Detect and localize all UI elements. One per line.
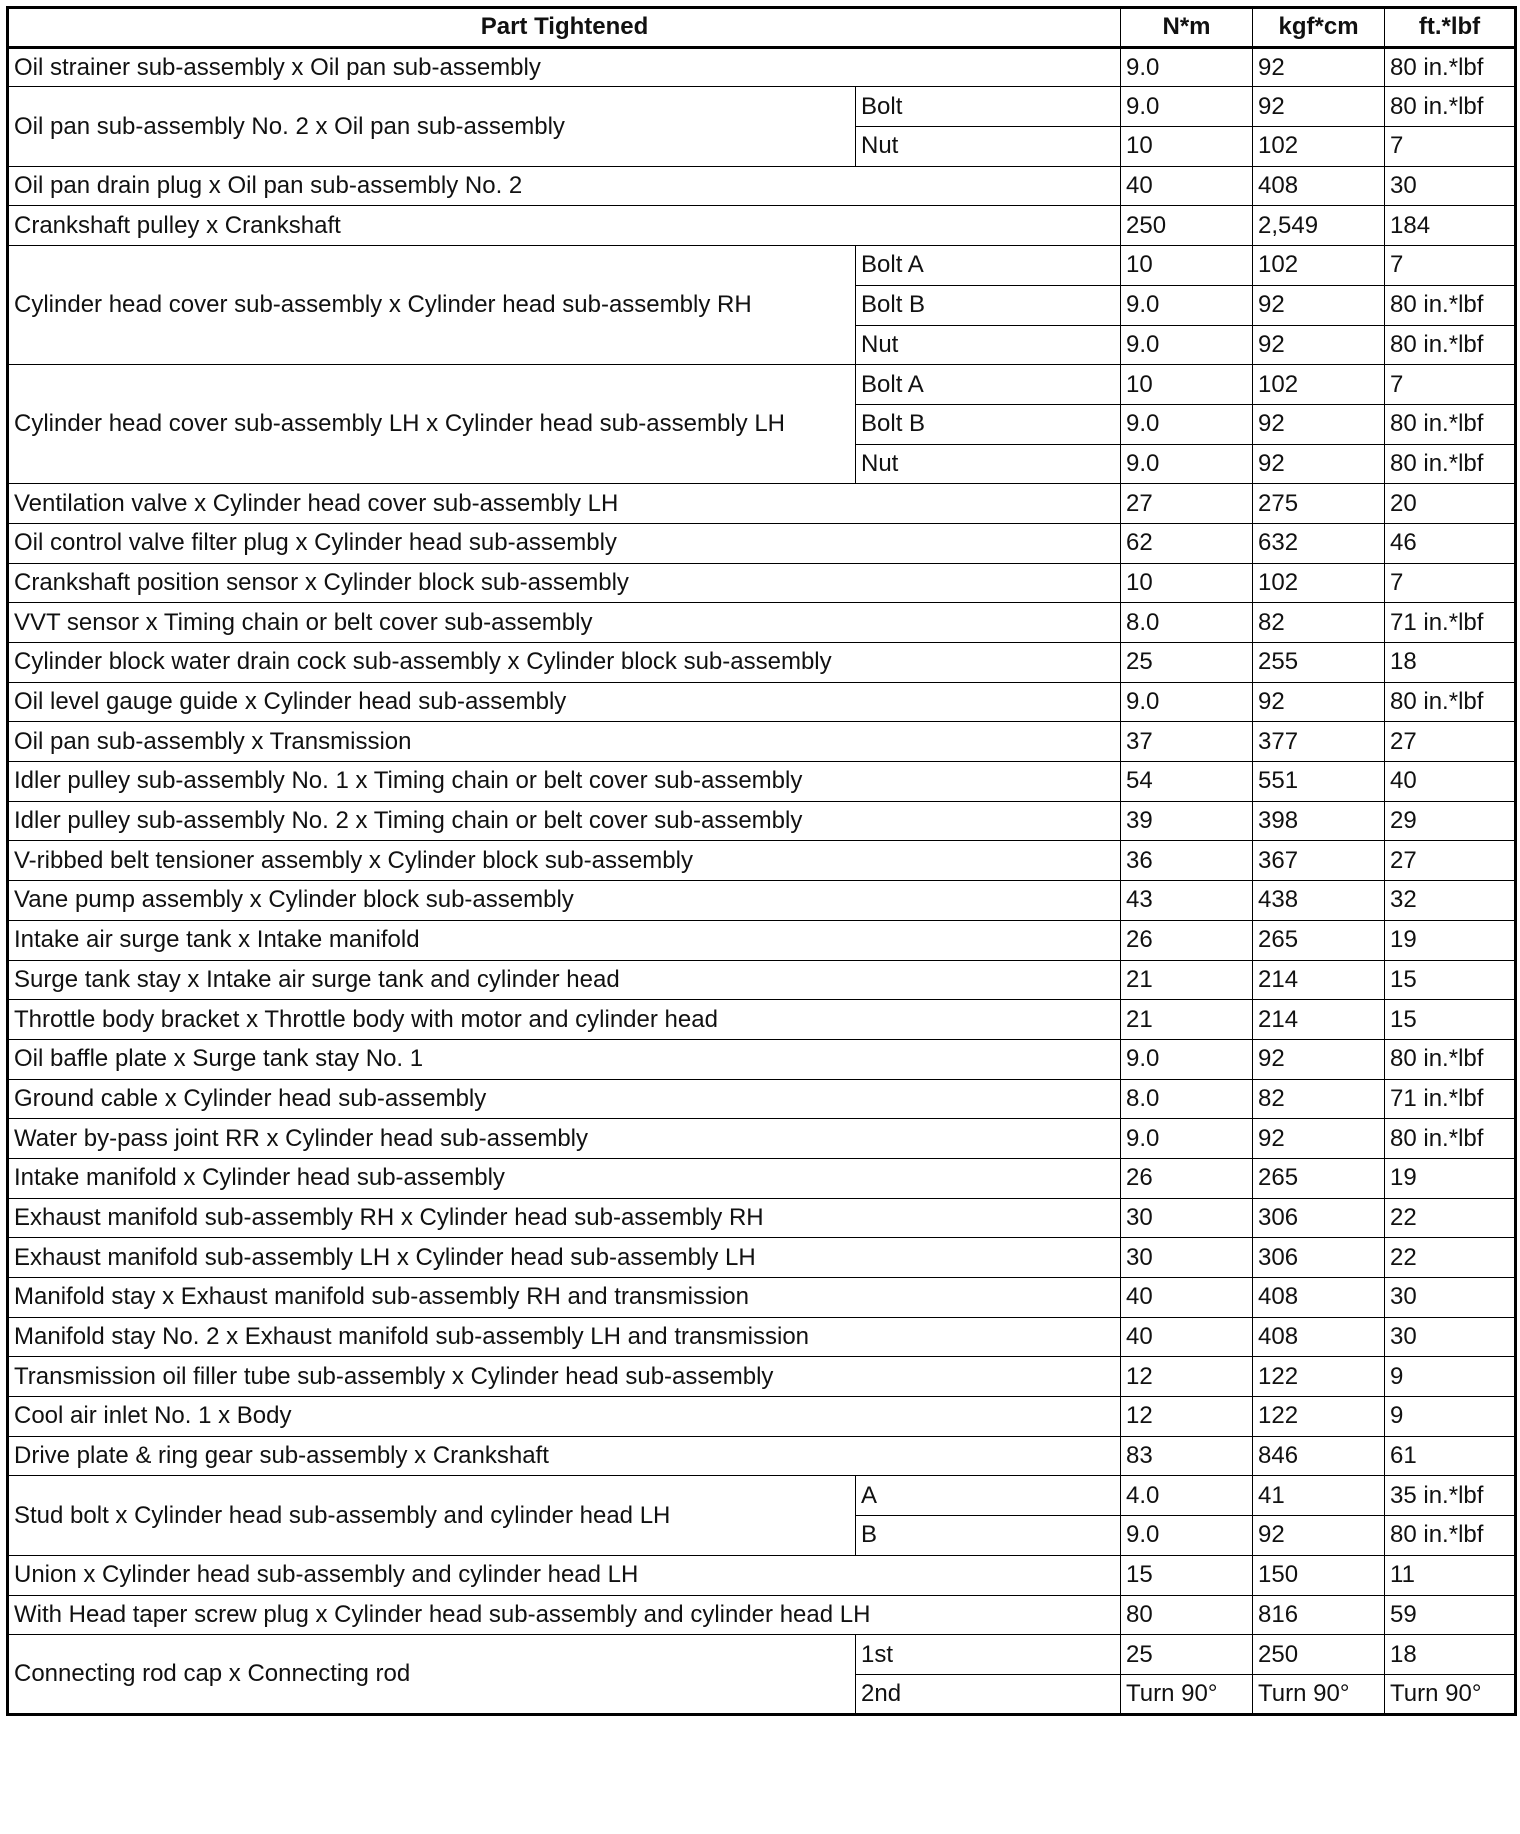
ft-lbf-cell: 80 in.*lbf [1385,404,1516,444]
kgf-cm-cell: 275 [1253,484,1385,524]
nm-cell: 8.0 [1121,1079,1253,1119]
kgf-cm-cell: 102 [1253,365,1385,405]
header-ft-lbf: ft.*lbf [1385,8,1516,48]
ft-lbf-cell: 7 [1385,563,1516,603]
ft-lbf-cell: 19 [1385,920,1516,960]
kgf-cm-cell: 92 [1253,404,1385,444]
kgf-cm-cell: 41 [1253,1476,1385,1516]
part-cell: Ground cable x Cylinder head sub-assembly [8,1079,1121,1119]
nm-cell: 30 [1121,1198,1253,1238]
part-cell: Exhaust manifold sub-assembly LH x Cylinder head sub-assembly LH [8,1238,1121,1278]
ft-lbf-cell: 22 [1385,1198,1516,1238]
kgf-cm-cell: 122 [1253,1397,1385,1437]
kgf-cm-cell: 92 [1253,325,1385,365]
table-row [8,1436,1516,1476]
kgf-cm-cell: 377 [1253,722,1385,762]
ft-lbf-cell: 71 in.*lbf [1385,1079,1516,1119]
nm-cell: 30 [1121,1238,1253,1278]
part-cell: Intake manifold x Cylinder head sub-assembly [8,1158,1121,1198]
ft-lbf-cell: 80 in.*lbf [1385,285,1516,325]
ft-lbf-cell: 19 [1385,1158,1516,1198]
table-row [8,365,1516,405]
header-part-tightened: Part Tightened [8,8,1121,48]
nm-cell: 4.0 [1121,1476,1253,1516]
nm-cell: 54 [1121,762,1253,802]
nm-cell: 9.0 [1121,682,1253,722]
nm-cell: 8.0 [1121,603,1253,643]
table-row [8,87,1516,127]
nm-cell: 15 [1121,1555,1253,1595]
kgf-cm-cell: 214 [1253,960,1385,1000]
ft-lbf-cell: 40 [1385,762,1516,802]
kgf-cm-cell: 265 [1253,1158,1385,1198]
nm-cell: 250 [1121,206,1253,246]
kgf-cm-cell: 438 [1253,881,1385,921]
nm-cell: 10 [1121,563,1253,603]
part-cell: Oil pan sub-assembly x Transmission [8,722,1121,762]
kgf-cm-cell: 214 [1253,1000,1385,1040]
nm-cell: 83 [1121,1436,1253,1476]
ft-lbf-cell: 80 in.*lbf [1385,1039,1516,1079]
kgf-cm-cell: 82 [1253,603,1385,643]
part-cell: Manifold stay x Exhaust manifold sub-assembly RH and transmission [8,1278,1121,1318]
fastener-cell: Nut [856,127,1121,167]
fastener-cell: Nut [856,444,1121,484]
nm-cell: 36 [1121,841,1253,881]
table-row [8,1198,1516,1238]
table-row [8,603,1516,643]
nm-cell: 21 [1121,1000,1253,1040]
nm-cell: 12 [1121,1357,1253,1397]
ft-lbf-cell: 71 in.*lbf [1385,603,1516,643]
table-row [8,841,1516,881]
table-row [8,643,1516,683]
ft-lbf-cell: 29 [1385,801,1516,841]
nm-cell: 25 [1121,1635,1253,1675]
part-cell: Exhaust manifold sub-assembly RH x Cylinder head sub-assembly RH [8,1198,1121,1238]
nm-cell: 39 [1121,801,1253,841]
ft-lbf-cell: 20 [1385,484,1516,524]
ft-lbf-cell: 35 in.*lbf [1385,1476,1516,1516]
kgf-cm-cell: 265 [1253,920,1385,960]
table-row [8,1039,1516,1079]
ft-lbf-cell: 30 [1385,166,1516,206]
kgf-cm-cell: 92 [1253,682,1385,722]
kgf-cm-cell: 408 [1253,166,1385,206]
header-row [8,8,1516,48]
part-cell: Ventilation valve x Cylinder head cover sub-assembly LH [8,484,1121,524]
nm-cell: 40 [1121,1317,1253,1357]
kgf-cm-cell: 408 [1253,1278,1385,1318]
kgf-cm-cell: 92 [1253,1119,1385,1159]
part-cell: Connecting rod cap x Connecting rod [8,1635,856,1714]
kgf-cm-cell: 306 [1253,1238,1385,1278]
part-cell: Cylinder head cover sub-assembly LH x Cylinder head sub-assembly LH [8,365,856,484]
nm-cell: 9.0 [1121,47,1253,87]
part-cell: Oil pan drain plug x Oil pan sub-assembly No. 2 [8,166,1121,206]
table-row [8,1079,1516,1119]
nm-cell: 43 [1121,881,1253,921]
ft-lbf-cell: 27 [1385,722,1516,762]
part-cell: Oil baffle plate x Surge tank stay No. 1 [8,1039,1121,1079]
table-row [8,960,1516,1000]
ft-lbf-cell: 61 [1385,1436,1516,1476]
table-row [8,47,1516,87]
ft-lbf-cell: 32 [1385,881,1516,921]
torque-specification-table [6,6,1517,1716]
nm-cell: 40 [1121,1278,1253,1318]
nm-cell: 9.0 [1121,87,1253,127]
ft-lbf-cell: 184 [1385,206,1516,246]
kgf-cm-cell: 92 [1253,1039,1385,1079]
ft-lbf-cell: 46 [1385,523,1516,563]
part-cell: Oil strainer sub-assembly x Oil pan sub-assembly [8,47,1121,87]
fastener-cell: 2nd [856,1674,1121,1714]
table-row [8,1000,1516,1040]
header-nm: N*m [1121,8,1253,48]
kgf-cm-cell: 102 [1253,563,1385,603]
kgf-cm-cell: 408 [1253,1317,1385,1357]
nm-cell: 9.0 [1121,404,1253,444]
nm-cell: 26 [1121,920,1253,960]
part-cell: Intake air surge tank x Intake manifold [8,920,1121,960]
table-row [8,1119,1516,1159]
fastener-cell: 1st [856,1635,1121,1675]
nm-cell: 21 [1121,960,1253,1000]
nm-cell: 9.0 [1121,325,1253,365]
kgf-cm-cell: 816 [1253,1595,1385,1635]
kgf-cm-cell: 102 [1253,246,1385,286]
table-body [8,47,1516,1714]
part-cell: Cylinder block water drain cock sub-assembly x Cylinder block sub-assembly [8,643,1121,683]
ft-lbf-cell: 59 [1385,1595,1516,1635]
kgf-cm-cell: 92 [1253,285,1385,325]
nm-cell: 10 [1121,127,1253,167]
ft-lbf-cell: Turn 90° [1385,1674,1516,1714]
nm-cell: 62 [1121,523,1253,563]
part-cell: Vane pump assembly x Cylinder block sub-assembly [8,881,1121,921]
nm-cell: 80 [1121,1595,1253,1635]
ft-lbf-cell: 80 in.*lbf [1385,444,1516,484]
part-cell: With Head taper screw plug x Cylinder head sub-assembly and cylinder head LH [8,1595,1121,1635]
kgf-cm-cell: 150 [1253,1555,1385,1595]
fastener-cell: Nut [856,325,1121,365]
part-cell: Oil pan sub-assembly No. 2 x Oil pan sub-assembly [8,87,856,166]
part-cell: Cylinder head cover sub-assembly x Cylinder head sub-assembly RH [8,246,856,365]
part-cell: Crankshaft pulley x Crankshaft [8,206,1121,246]
table-row [8,166,1516,206]
kgf-cm-cell: 632 [1253,523,1385,563]
table-row [8,1357,1516,1397]
ft-lbf-cell: 30 [1385,1317,1516,1357]
kgf-cm-cell: 92 [1253,444,1385,484]
part-cell: Oil level gauge guide x Cylinder head sub-assembly [8,682,1121,722]
table-row [8,801,1516,841]
fastener-cell: Bolt B [856,404,1121,444]
table-row [8,246,1516,286]
ft-lbf-cell: 11 [1385,1555,1516,1595]
nm-cell: 9.0 [1121,1516,1253,1556]
kgf-cm-cell: 92 [1253,87,1385,127]
table-row [8,1635,1516,1675]
table-row [8,1476,1516,1516]
fastener-cell: Bolt A [856,365,1121,405]
kgf-cm-cell: 92 [1253,47,1385,87]
table-row [8,484,1516,524]
kgf-cm-cell: 255 [1253,643,1385,683]
fastener-cell: Bolt [856,87,1121,127]
nm-cell: 9.0 [1121,285,1253,325]
table-row [8,563,1516,603]
kgf-cm-cell: 122 [1253,1357,1385,1397]
table-row [8,722,1516,762]
fastener-cell: Bolt A [856,246,1121,286]
part-cell: Transmission oil filler tube sub-assembly x Cylinder head sub-assembly [8,1357,1121,1397]
fastener-cell: B [856,1516,1121,1556]
nm-cell: 37 [1121,722,1253,762]
nm-cell: 10 [1121,365,1253,405]
ft-lbf-cell: 15 [1385,1000,1516,1040]
nm-cell: 9.0 [1121,1119,1253,1159]
ft-lbf-cell: 80 in.*lbf [1385,682,1516,722]
nm-cell: 9.0 [1121,444,1253,484]
ft-lbf-cell: 27 [1385,841,1516,881]
ft-lbf-cell: 80 in.*lbf [1385,47,1516,87]
kgf-cm-cell: 846 [1253,1436,1385,1476]
kgf-cm-cell: 367 [1253,841,1385,881]
kgf-cm-cell: 398 [1253,801,1385,841]
ft-lbf-cell: 7 [1385,365,1516,405]
nm-cell: 26 [1121,1158,1253,1198]
ft-lbf-cell: 7 [1385,246,1516,286]
part-cell: Water by-pass joint RR x Cylinder head sub-assembly [8,1119,1121,1159]
ft-lbf-cell: 80 in.*lbf [1385,1119,1516,1159]
table-row [8,1317,1516,1357]
part-cell: Manifold stay No. 2 x Exhaust manifold sub-assembly LH and transmission [8,1317,1121,1357]
ft-lbf-cell: 7 [1385,127,1516,167]
kgf-cm-cell: 250 [1253,1635,1385,1675]
table-row [8,1555,1516,1595]
part-cell: Oil control valve filter plug x Cylinder head sub-assembly [8,523,1121,563]
kgf-cm-cell: 82 [1253,1079,1385,1119]
kgf-cm-cell: Turn 90° [1253,1674,1385,1714]
part-cell: V-ribbed belt tensioner assembly x Cylinder block sub-assembly [8,841,1121,881]
nm-cell: 25 [1121,643,1253,683]
table-row [8,762,1516,802]
nm-cell: 40 [1121,166,1253,206]
nm-cell: 12 [1121,1397,1253,1437]
fastener-cell: A [856,1476,1121,1516]
table-row [8,523,1516,563]
nm-cell: 9.0 [1121,1039,1253,1079]
table-row [8,881,1516,921]
part-cell: VVT sensor x Timing chain or belt cover sub-assembly [8,603,1121,643]
header-kgf-cm: kgf*cm [1253,8,1385,48]
nm-cell: 27 [1121,484,1253,524]
part-cell: Surge tank stay x Intake air surge tank and cylinder head [8,960,1121,1000]
kgf-cm-cell: 102 [1253,127,1385,167]
nm-cell: 10 [1121,246,1253,286]
part-cell: Throttle body bracket x Throttle body with motor and cylinder head [8,1000,1121,1040]
ft-lbf-cell: 18 [1385,1635,1516,1675]
table-row [8,1595,1516,1635]
ft-lbf-cell: 80 in.*lbf [1385,87,1516,127]
ft-lbf-cell: 9 [1385,1357,1516,1397]
ft-lbf-cell: 9 [1385,1397,1516,1437]
kgf-cm-cell: 2,549 [1253,206,1385,246]
ft-lbf-cell: 22 [1385,1238,1516,1278]
table-row [8,1238,1516,1278]
ft-lbf-cell: 80 in.*lbf [1385,325,1516,365]
table-row [8,206,1516,246]
nm-cell: Turn 90° [1121,1674,1253,1714]
part-cell: Idler pulley sub-assembly No. 2 x Timing chain or belt cover sub-assembly [8,801,1121,841]
part-cell: Stud bolt x Cylinder head sub-assembly and cylinder head LH [8,1476,856,1555]
part-cell: Union x Cylinder head sub-assembly and cylinder head LH [8,1555,1121,1595]
part-cell: Drive plate & ring gear sub-assembly x Crankshaft [8,1436,1121,1476]
kgf-cm-cell: 551 [1253,762,1385,802]
table-row [8,1278,1516,1318]
table-row [8,920,1516,960]
part-cell: Crankshaft position sensor x Cylinder block sub-assembly [8,563,1121,603]
fastener-cell: Bolt B [856,285,1121,325]
table-row [8,1158,1516,1198]
ft-lbf-cell: 30 [1385,1278,1516,1318]
ft-lbf-cell: 15 [1385,960,1516,1000]
part-cell: Cool air inlet No. 1 x Body [8,1397,1121,1437]
ft-lbf-cell: 80 in.*lbf [1385,1516,1516,1556]
kgf-cm-cell: 92 [1253,1516,1385,1556]
part-cell: Idler pulley sub-assembly No. 1 x Timing chain or belt cover sub-assembly [8,762,1121,802]
kgf-cm-cell: 306 [1253,1198,1385,1238]
ft-lbf-cell: 18 [1385,643,1516,683]
table-row [8,1397,1516,1437]
table-row [8,682,1516,722]
